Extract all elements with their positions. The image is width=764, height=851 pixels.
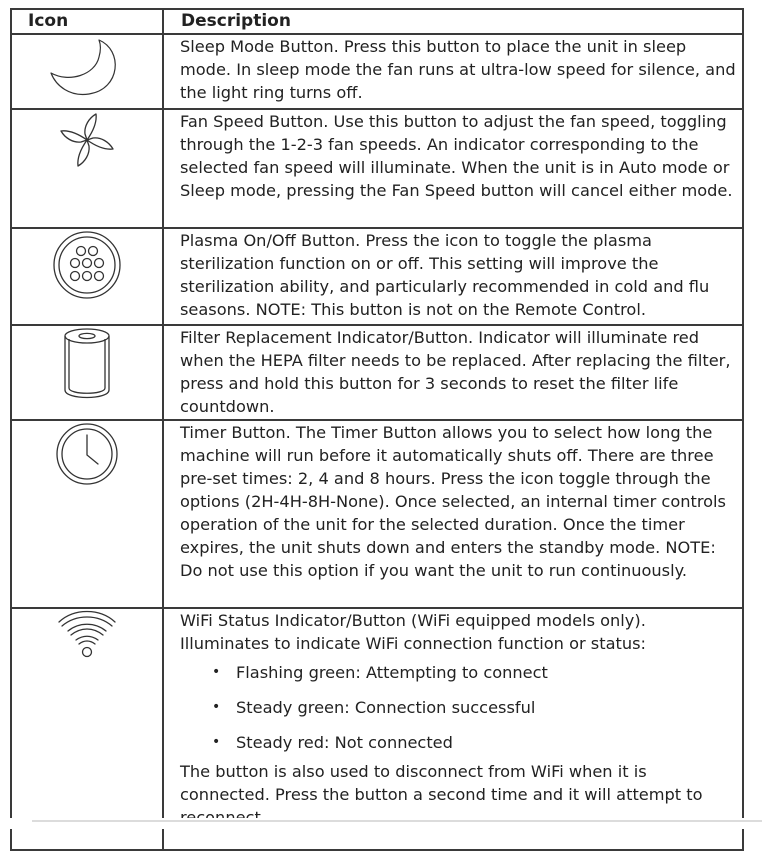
fan-icon bbox=[57, 110, 117, 170]
table-row bbox=[11, 228, 743, 325]
icon-cell bbox=[11, 228, 163, 325]
plasma-description: Plasma On/Off Button. Press the icon to toggle the plasma sterilization function on or off. This setting will improve the sterilization ability, and particularly recommended in cold and flu seasons. NOTE: This button is not on the Remote Control. bbox=[180, 231, 710, 319]
list-item: • Steady red: Not connected bbox=[212, 733, 453, 752]
wifi-icon bbox=[57, 609, 117, 659]
moon-icon bbox=[47, 35, 127, 99]
icon-cell bbox=[11, 325, 163, 420]
filter-description: Filter Replacement Indicator/Button. Indicator will illuminate red when the HEPA filter needs to be replaced. After replacing the filter, press and hold this button for 3 seconds to reset the filter life countdown. bbox=[180, 328, 731, 416]
icon-cell bbox=[11, 34, 163, 109]
header-description: Description bbox=[163, 9, 743, 34]
description-cell bbox=[163, 34, 743, 109]
filter-icon bbox=[60, 326, 114, 402]
divider bbox=[32, 820, 762, 822]
list-item: • Flashing green: Attempting to connect bbox=[212, 663, 548, 682]
description-cell bbox=[163, 228, 743, 325]
list-item: • Steady green: Connection successful bbox=[212, 698, 536, 717]
icon-cell bbox=[11, 420, 163, 608]
icon-description-table bbox=[10, 8, 744, 851]
table-row bbox=[11, 608, 743, 850]
table-row bbox=[11, 420, 743, 608]
table-row bbox=[11, 109, 743, 228]
table-row bbox=[11, 325, 743, 420]
icon-cell bbox=[11, 608, 163, 850]
description-cell bbox=[163, 420, 743, 608]
icon-cell bbox=[11, 109, 163, 228]
wifi-status-list bbox=[180, 655, 736, 760]
clock-icon bbox=[54, 421, 120, 487]
fan-speed-description: Fan Speed Button. Use this button to adjust the fan speed, toggling through the 1-2-3 fan speeds. An indicator corresponding to the selected fan speed will illuminate. When the unit is in Auto mode or Sleep mode, pressing the Fan Speed button will cancel either mode. bbox=[180, 112, 733, 200]
sleep-mode-description: Sleep Mode Button. Press this button to place the unit in sleep mode. In sleep mode the fan runs at ultra-low speed for silence, and the light ring turns off. bbox=[180, 37, 736, 102]
description-cell bbox=[163, 608, 743, 850]
table-header-row bbox=[11, 9, 743, 34]
description-cell bbox=[163, 325, 743, 420]
wifi-description-outro: The button is also used to disconnect from WiFi when it is connected. Press the button a second time and it will attempt to bbox=[180, 762, 703, 804]
plasma-icon bbox=[51, 229, 123, 301]
timer-description: Timer Button. The Timer Button allows you to select how long the machine will run before it automatically shuts off. There are three pre-set times: 2, 4 and 8 hours. Press the icon toggle through the options (2H-4H-8H-None). Once selected, an internal timer controls operation of the unit for the selected duration. Once the timer expires, the unit shuts down and enters the standby mode. NOTE: Do not use this option if you want the unit to run continuously. bbox=[180, 423, 726, 580]
header-icon: Icon bbox=[11, 9, 163, 34]
table-row bbox=[11, 34, 743, 109]
description-cell bbox=[163, 109, 743, 228]
wifi-description-intro: WiFi Status Indicator/Button (WiFi equipped models only). Illuminates to indicate WiFi connection function or status: bbox=[180, 611, 646, 653]
